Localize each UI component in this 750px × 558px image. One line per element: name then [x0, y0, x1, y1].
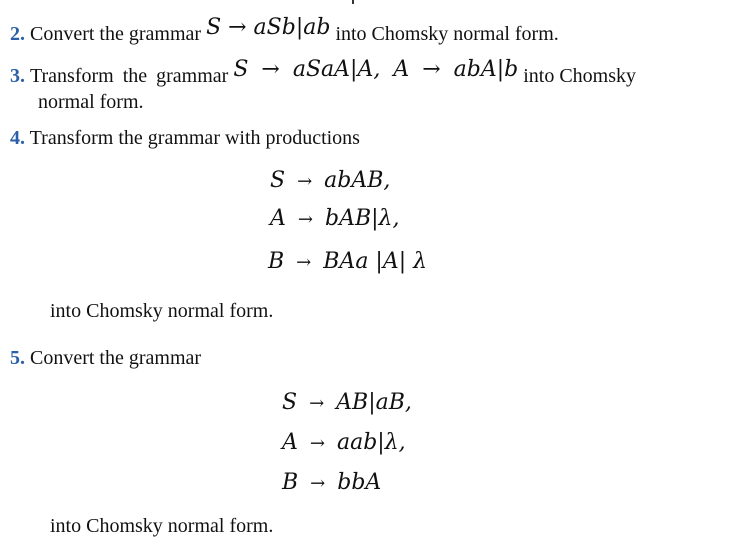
arrow-icon: → [309, 433, 325, 454]
problem-text: Transform the grammar with productions [29, 127, 360, 149]
top-edge-mark [352, 0, 354, 4]
problem-4-outro: into Chomsky normal form. [50, 300, 274, 322]
arrow-icon: → [297, 171, 313, 192]
arrow-icon: → [310, 473, 326, 494]
production-lhs: A [282, 430, 298, 455]
problem-number: 2. [10, 23, 25, 45]
problem-text: Convert the grammar [30, 347, 202, 369]
production-rhs: bAB|λ, [324, 206, 400, 231]
problem-5 [10, 346, 201, 370]
production-row [270, 168, 390, 195]
problem-2 [10, 15, 559, 46]
problem-number: 5. [10, 347, 25, 369]
grammar-math: S → aSb|ab [206, 15, 331, 40]
problem-3 [10, 57, 636, 88]
production-rhs: AB|aB, [336, 390, 412, 415]
production-lhs: S [282, 390, 298, 415]
production-rhs: aab|λ, [336, 430, 406, 455]
production-rhs: bbA [337, 470, 382, 495]
production-row [282, 430, 406, 457]
production-row [270, 206, 399, 233]
grammar-math: S → aSaA|A, A → abA|b [233, 57, 519, 82]
problem-text: Convert the grammar [30, 23, 202, 45]
production-lhs: A [270, 206, 286, 231]
arrow-icon: → [297, 209, 313, 230]
production-lhs: S [270, 168, 286, 193]
problem-text: into Chomsky normal form. [335, 23, 559, 45]
production-rhs: abAB, [324, 168, 391, 193]
problem-text: Transform the grammar [30, 65, 229, 87]
problem-text: into Chomsky [523, 65, 636, 87]
problem-4 [10, 126, 360, 150]
arrow-icon: → [296, 252, 312, 273]
production-lhs: B [282, 470, 299, 495]
production-row [282, 390, 412, 417]
problem-number: 3. [10, 65, 25, 87]
production-rhs: BAa |A| λ [323, 249, 428, 274]
problem-3-continuation: normal form. [38, 91, 144, 113]
production-row [282, 470, 381, 497]
production-row [268, 249, 427, 276]
production-lhs: B [268, 249, 285, 274]
arrow-icon: → [309, 393, 325, 414]
problem-5-outro: into Chomsky normal form. [50, 515, 274, 537]
problem-number: 4. [10, 127, 25, 149]
